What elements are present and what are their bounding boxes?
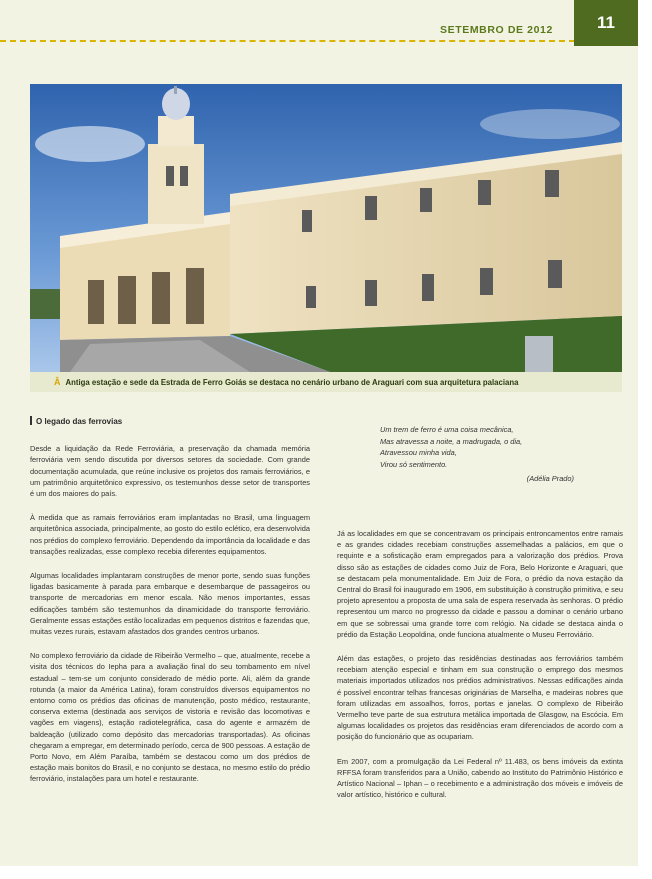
- photo-caption: [30, 372, 622, 392]
- header-dashed-rule: [0, 40, 575, 42]
- section-title: O legado das ferrovias: [30, 416, 310, 427]
- caption-text: Antiga estação e sede da Estrada de Ferro Goiás se destaca no cenário urbano de Araguari com sua arquitetura palaciana: [65, 377, 519, 387]
- poem-quote: [380, 424, 580, 485]
- poem-line: Virou só sentimento.: [380, 459, 448, 469]
- article-column-right: [337, 528, 623, 813]
- paragraph: Em 2007, com a promulgação da Lei Federal nº 11.483, os bens imóveis da extinta RFFSA foram transferidos para a União, cabendo ao Instituto do Patrimônio Histórico e Artístico Nacional – Iphan – o recebimento e a administração dos móveis e imóveis de valor artístico, histórico e cultural.: [337, 756, 623, 800]
- caption-marker-icon: Â: [54, 377, 61, 387]
- paragraph: À medida que as ramais ferroviários eram implantadas no Brasil, uma linguagem arquitetônica associada, principalmente, ao gosto do estilo eclético, era desenvolvida nos prédios do complexo ferroviário. Dependendo da importância da localidade e das transações realizadas, esse complexo recebia diferentes equipamentos.: [30, 513, 310, 556]
- paragraph: No complexo ferroviário da cidade de Ribeirão Vermelho – que, atualmente, recebe a visita dos técnicos do Iepha para a avaliação final do seu tombamento em nível estadual – tem-se um conjunto considerado de médio porte. Ali, além da grande rotunda (a maior da América Latina), foram construídos diversos equipamentos no entorno como os prédios das oficinas de manutenção, posto médico, restaurante, conserva externa (destinada aos serviços de vistoria e revisão das locomotivas e vagões em viagens), estação radiotelegráfica, casa do agente e armazém de baldeação (utilizado como depósito das mercadorias transportadas). As oficinas chegaram a empregar, em determinado período, cerca de 900 pessoas. A estação de Porto Novo, em Além Paraíba, também se destacou como um dos prédios de estação mais bonitos do Brasil, e no conjunto se destaca, no mesmo estilo do prédio ferroviário, instalações para um hotel e restaurante.: [30, 651, 310, 784]
- article-column-left: [30, 416, 310, 798]
- section-marker: [30, 416, 32, 425]
- paragraph: Já as localidades em que se concentravam os principais entroncamentos entre ramais e as grandes cidades recebiam construções assemelhadas a palácios, em que o requinte e a sofisticação eram empregados para a valorização dos prédios. Prova disso são as estações de cidades como Juiz de Fora, Belo Horizonte e Araguari, que se destacam pela monumentalidade. Em Juiz de Fora, o prédio da nova estação da Central do Brasil foi inaugurado em 1906, em substituição à construção primitiva, e seu projeto apresentou a proposta de uma sala de espera reservada às senhoras. O prédio representou um marco no progresso da cidade e passou a dominar o cenário urbano em que se sobressai uma grande torre com relógio. Na cidade se destaca ainda o prédio da Estação Leopoldina, onde funciona atualmente o Museu Ferroviário.: [337, 529, 623, 639]
- issue-date: SETEMBRO DE 2012: [440, 24, 553, 36]
- station-photo: [30, 84, 622, 372]
- page-number: 11: [574, 0, 638, 46]
- paragraph: Algumas localidades implantaram construções de menor porte, sendo suas funções ligadas basicamente à parada para embarque e desembarque de passageiros ou transporte de mercadorias em menor escala. Não menos importantes, essas edificações também são testemunhos da dinamicidade do transporte ferroviário. Geralmente essas estações estão localizadas em pequenos distritos e fazendas que, muitas vezes rurais, estavam afastados dos grandes centros urbanos.: [30, 571, 310, 637]
- poem-line: Mas atravessa a noite, a madrugada, o dia,: [380, 436, 523, 446]
- poem-line: Um trem de ferro é uma coisa mecânica,: [380, 425, 514, 434]
- paragraph: Além das estações, o projeto das residências destinadas aos ferroviários também recebiam atenção especial e tinham em sua construção o emprego dos mesmos materiais importados utilizados nos prédios administrativos. Nessas edificações ainda é possível encontrar telhas francesas originárias de Marselha, e madeiras nobres que foram utilizadas em assoalhos, forros, portas e janelas. O complexo de Ribeirão Vermelho teve parte de sua estrutura metálica importada de Glasgow, na Escócia. Em algumas localidades os projetos das residências eram diferenciados de acordo com a posição do funcionário que as ocupariam.: [337, 654, 623, 742]
- paragraph: Desde a liquidação da Rede Ferroviária, a preservação da chamada memória ferroviária vem sendo discutida por diversos setores da sociedade. Com grande documentação acumulada, que reúne inclusive os projetos dos ramais ferroviários, e um patrimônio arquitetônico expressivo, os testemunhos desse setor de transportes é um dos maiores do país.: [30, 444, 310, 499]
- poem-line: Atravessou minha vida,: [380, 448, 457, 457]
- poem-author: (Adélia Prado): [526, 474, 574, 483]
